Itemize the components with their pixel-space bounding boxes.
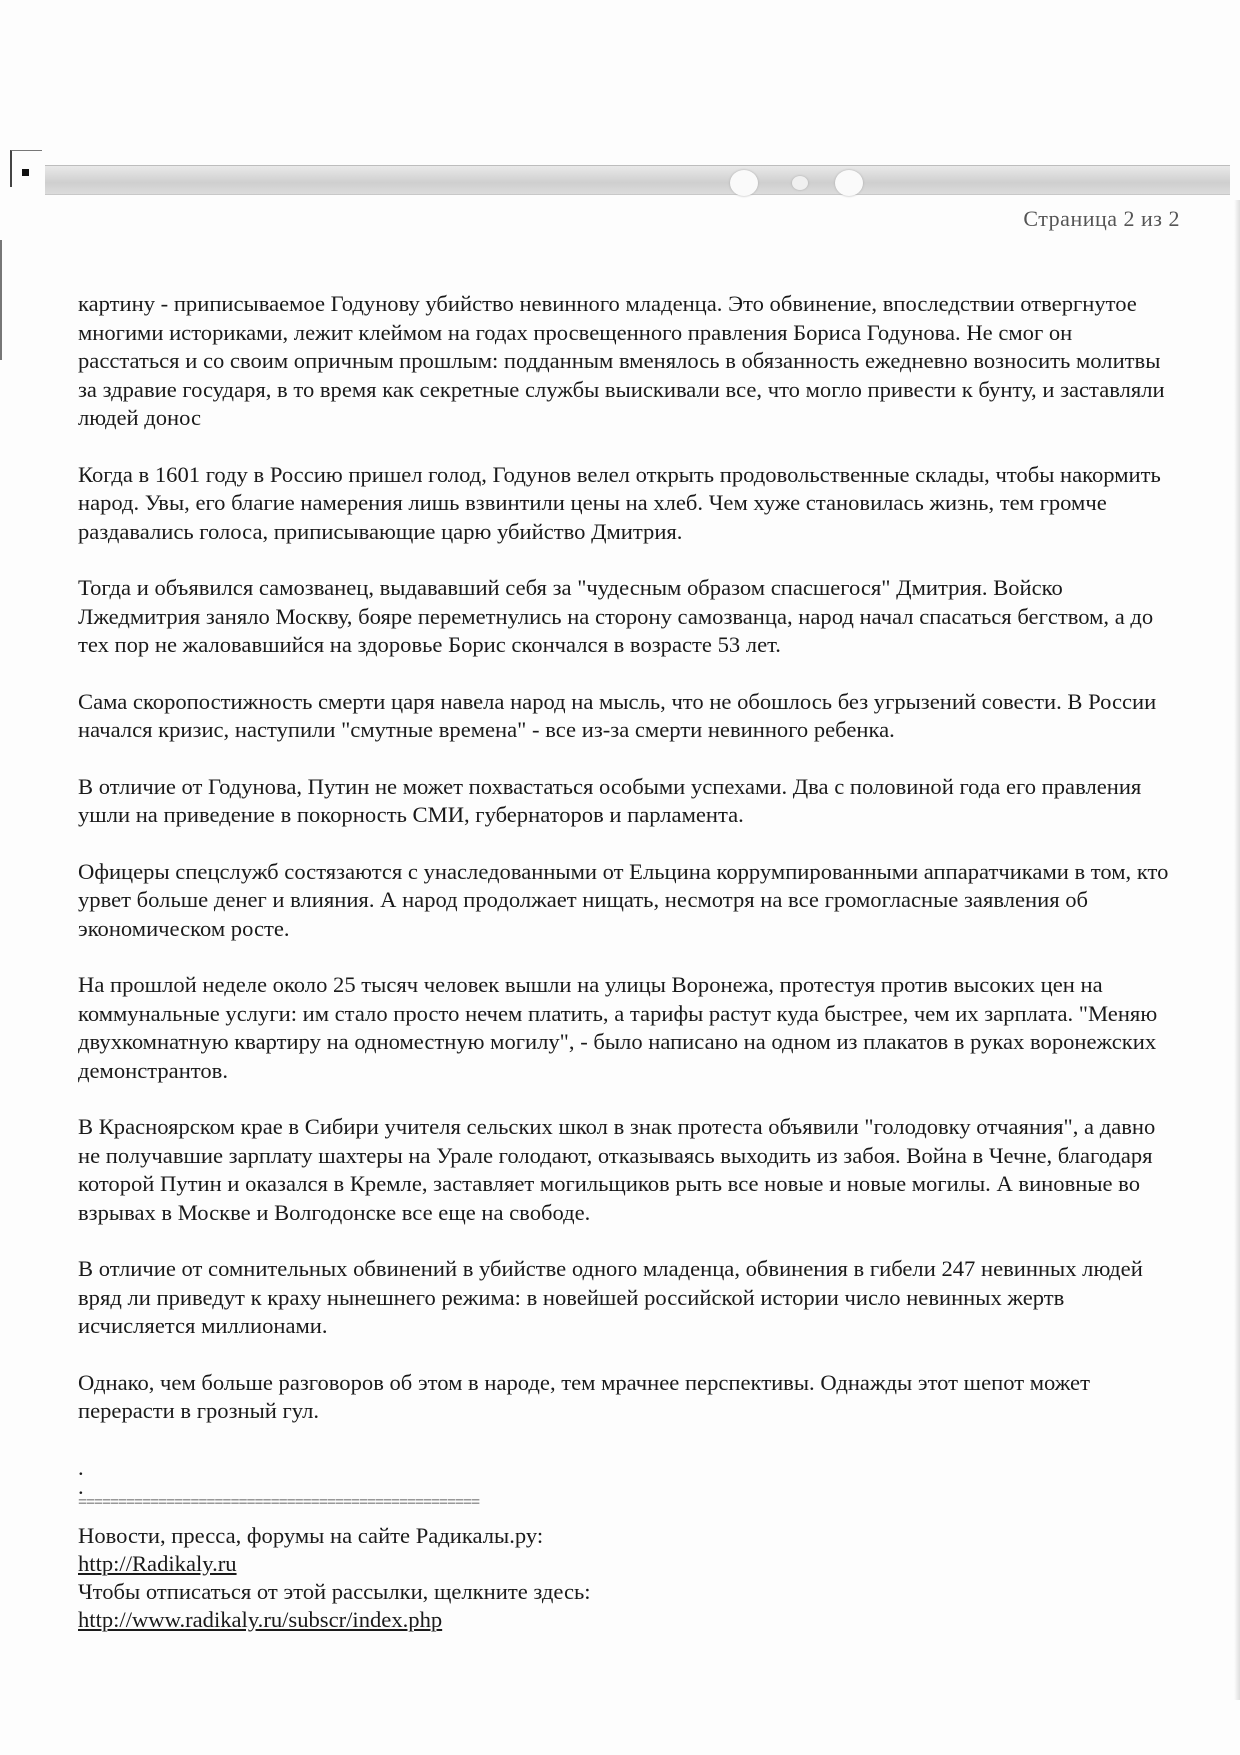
scan-shadow — [1234, 200, 1240, 1700]
unsubscribe-link[interactable]: http://www.radikaly.ru/subscr/index.php — [78, 1606, 443, 1632]
paragraph: картину - приписываемое Годунову убийство невинного младенца. Это обвинение, впоследствии отвергнутое многими историками, лежит клеймом на годах просвещенного правления Бориса Годунова. Не смог он расстаться и со своим опричным прошлым: подданным вменялось в обязанность ежедневно возносить молитвы за здравие государя, в то время как секретные службы выискивали все, что могло привести к бунту, и заставляли людей донос — [78, 291, 1165, 430]
scanner-knob-icon — [835, 170, 863, 196]
scanner-knob-icon — [730, 170, 758, 196]
separator-dot: . — [78, 1454, 84, 1480]
footer — [78, 1522, 1178, 1634]
paragraph: В отличие от Годунова, Путин не может похвастаться особыми успехами. Два с половиной года его правления ушли на приведение в покорность СМИ, губернаторов и парламента. — [78, 773, 1142, 827]
paragraph: Когда в 1601 году в Россию пришел голод, Годунов велел открыть продовольственные склады, чтобы накормить народ. Увы, его благие намерения лишь взвинтили цены на хлеб. Чем хуже становилась жизнь, тем громче раздавались голоса, приписывающие царю убийство Дмитрия. — [78, 461, 1161, 544]
scan-edge-mark — [10, 150, 42, 187]
separator-dot: . — [78, 1473, 84, 1499]
document-body — [78, 290, 1178, 1634]
separator-rule: ================================================== — [78, 1495, 480, 1510]
paragraph: Офицеры спецслужб состязаются с унаследованными от Ельцина коррумпированными аппаратчиками в том, кто урвет больше денег и влияния. А народ продолжает нищать, несмотря на все громогласные заявления об экономическом росте. — [78, 858, 1169, 941]
paragraph: Тогда и объявился самозванец, выдававший себя за "чудесным образом спасшегося" Дмитрия. Войско Лжедмитрия заняло Москву, бояре переметнулись на сторону самозванца, народ начал спасаться бегством, а до тех пор не жаловавшийся на здоровье Борис скончался в возрасте 53 лет. — [78, 575, 1154, 657]
page-number: Страница 2 из 2 — [1023, 206, 1180, 231]
paragraph: Однако, чем больше разговоров об этом в народе, тем мрачнее перспективы. Однажды этот шепот может перерасти в грозный гул. — [78, 1369, 1090, 1423]
scan-left-rule — [0, 240, 2, 360]
paragraph: В Красноярском крае в Сибири учителя сельских школ в знак протеста объявили "голодовку отчаяния", а давно не получавшие зарплату шахтеры на Урале голодают, отказываясь выходить из забоя. Война в Чечне, благодаря которой Путин и оказался в Кремле, заставляет могильщиков рыть все новые и новые могилы. А виновные во взрывах в Москве и Волгодонске все еще на свободе. — [78, 1114, 1156, 1225]
paragraph: В отличие от сомнительных обвинений в убийстве одного младенца, обвинения в гибели 247 невинных людей вряд ли приведут к краху нынешнего режима: в новейшей российской истории число невинных жертв исчисляется миллионами. — [78, 1256, 1143, 1338]
paragraph: Сама скоропостижность смерти царя навела народ на мысль, что не обошлось без угрызений совести. В России начался кризис, наступили "смутные времена" - все из-за смерти невинного ребенка. — [78, 688, 1157, 742]
scanner-knob-icon — [792, 176, 808, 190]
site-link[interactable]: http://Radikaly.ru — [78, 1550, 237, 1576]
scanner-bar — [45, 165, 1230, 195]
paragraph: На прошлой неделе около 25 тысяч человек вышли на улицы Воронежа, протестуя против высоких цен на коммунальные услуги: им стало просто нечем платить, а тарифы растут куда быстрее, чем их зарплата. "Меняю двухкомнатную квартиру на одноместную могилу", - было написано на одном из плакатов в руках воронежских демонстрантов. — [78, 972, 1158, 1083]
footer-unsubscribe-text: Чтобы отписаться от этой рассылки, щелкните здесь: — [78, 1578, 591, 1604]
footer-site-text: Новости, пресса, форумы на сайте Радикалы.ру: — [78, 1522, 544, 1548]
